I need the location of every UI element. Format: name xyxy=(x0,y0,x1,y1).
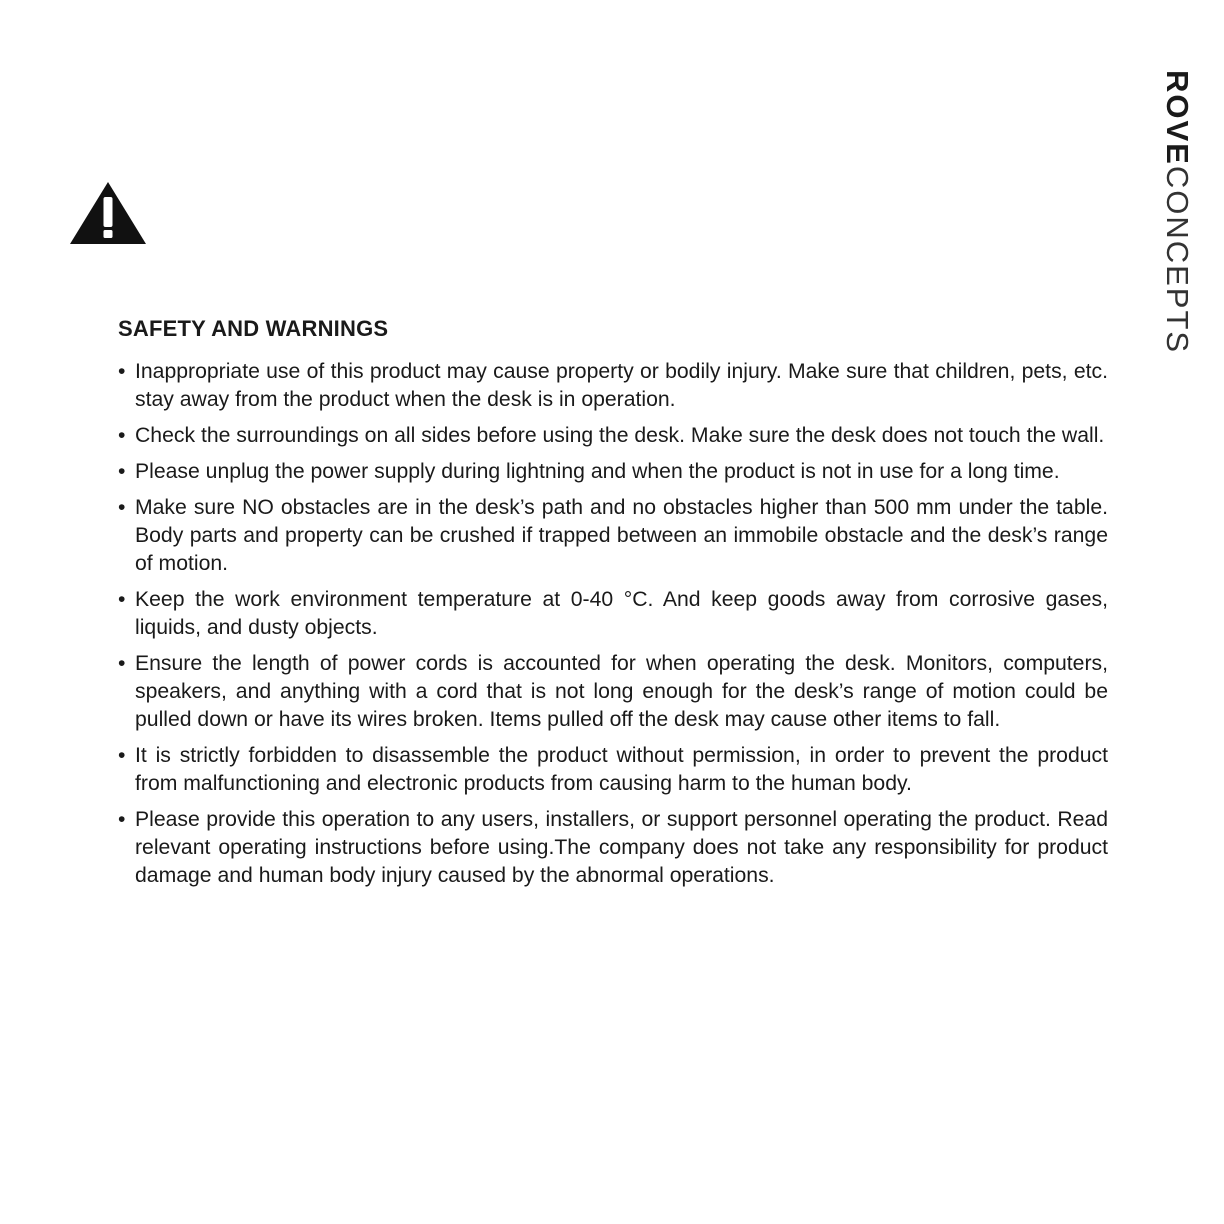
warning-text: Please provide this operation to any users, installers, or support personnel operating the product. Read relevant operating instructions before using.The company does not take any responsibility for product damage and human body injury caused by the abnormal operations. xyxy=(135,808,1108,887)
bullet: • xyxy=(118,460,126,483)
list-item xyxy=(118,650,1108,734)
brand-logo xyxy=(1162,70,1193,354)
warning-text: Inappropriate use of this product may cause property or bodily injury. Make sure that children, pets, etc. stay away from the product when the desk is in operation. xyxy=(135,360,1108,411)
bullet: • xyxy=(118,744,126,767)
list-item xyxy=(118,358,1108,414)
bullet: • xyxy=(118,652,126,675)
warnings-list xyxy=(118,358,1108,898)
warning-text: It is strictly forbidden to disassemble the product without permission, in order to prevent the product from malfunctioning and electronic products from causing harm to the human body. xyxy=(135,744,1108,795)
list-item xyxy=(118,586,1108,642)
list-item xyxy=(118,422,1108,450)
section-title: SAFETY AND WARNINGS xyxy=(118,316,389,341)
bullet: • xyxy=(118,424,126,447)
brand-logo-bold: ROVE xyxy=(1160,70,1195,166)
warning-text: Check the surroundings on all sides before using the desk. Make sure the desk does not touch the wall. xyxy=(135,424,1105,447)
warning-text: Please unplug the power supply during lightning and when the product is not in use for a long time. xyxy=(135,460,1060,483)
list-item xyxy=(118,494,1108,578)
list-item xyxy=(118,458,1108,486)
bullet: • xyxy=(118,360,126,383)
bullet: • xyxy=(118,496,126,519)
bullet: • xyxy=(118,588,126,611)
list-item xyxy=(118,742,1108,798)
brand-logo-light: CONCEPTS xyxy=(1160,165,1195,355)
list-item xyxy=(118,806,1108,890)
warning-text: Make sure NO obstacles are in the desk’s path and no obstacles higher than 500 mm under the table. Body parts and property can be crushed if trapped between an immobile obstacle and the desk’s range of motion. xyxy=(135,496,1108,575)
bullet: • xyxy=(118,808,126,831)
warning-triangle-icon xyxy=(70,182,146,244)
warning-text: Keep the work environment temperature at 0-40 °C. And keep goods away from corrosive gases, liquids, and dusty objects. xyxy=(135,588,1108,639)
warning-text: Ensure the length of power cords is accounted for when operating the desk. Monitors, computers, speakers, and anything with a cord that is not long enough for the desk’s range of motion could be pulled down or have its wires broken. Items pulled off the desk may cause other items to fall. xyxy=(135,652,1108,731)
